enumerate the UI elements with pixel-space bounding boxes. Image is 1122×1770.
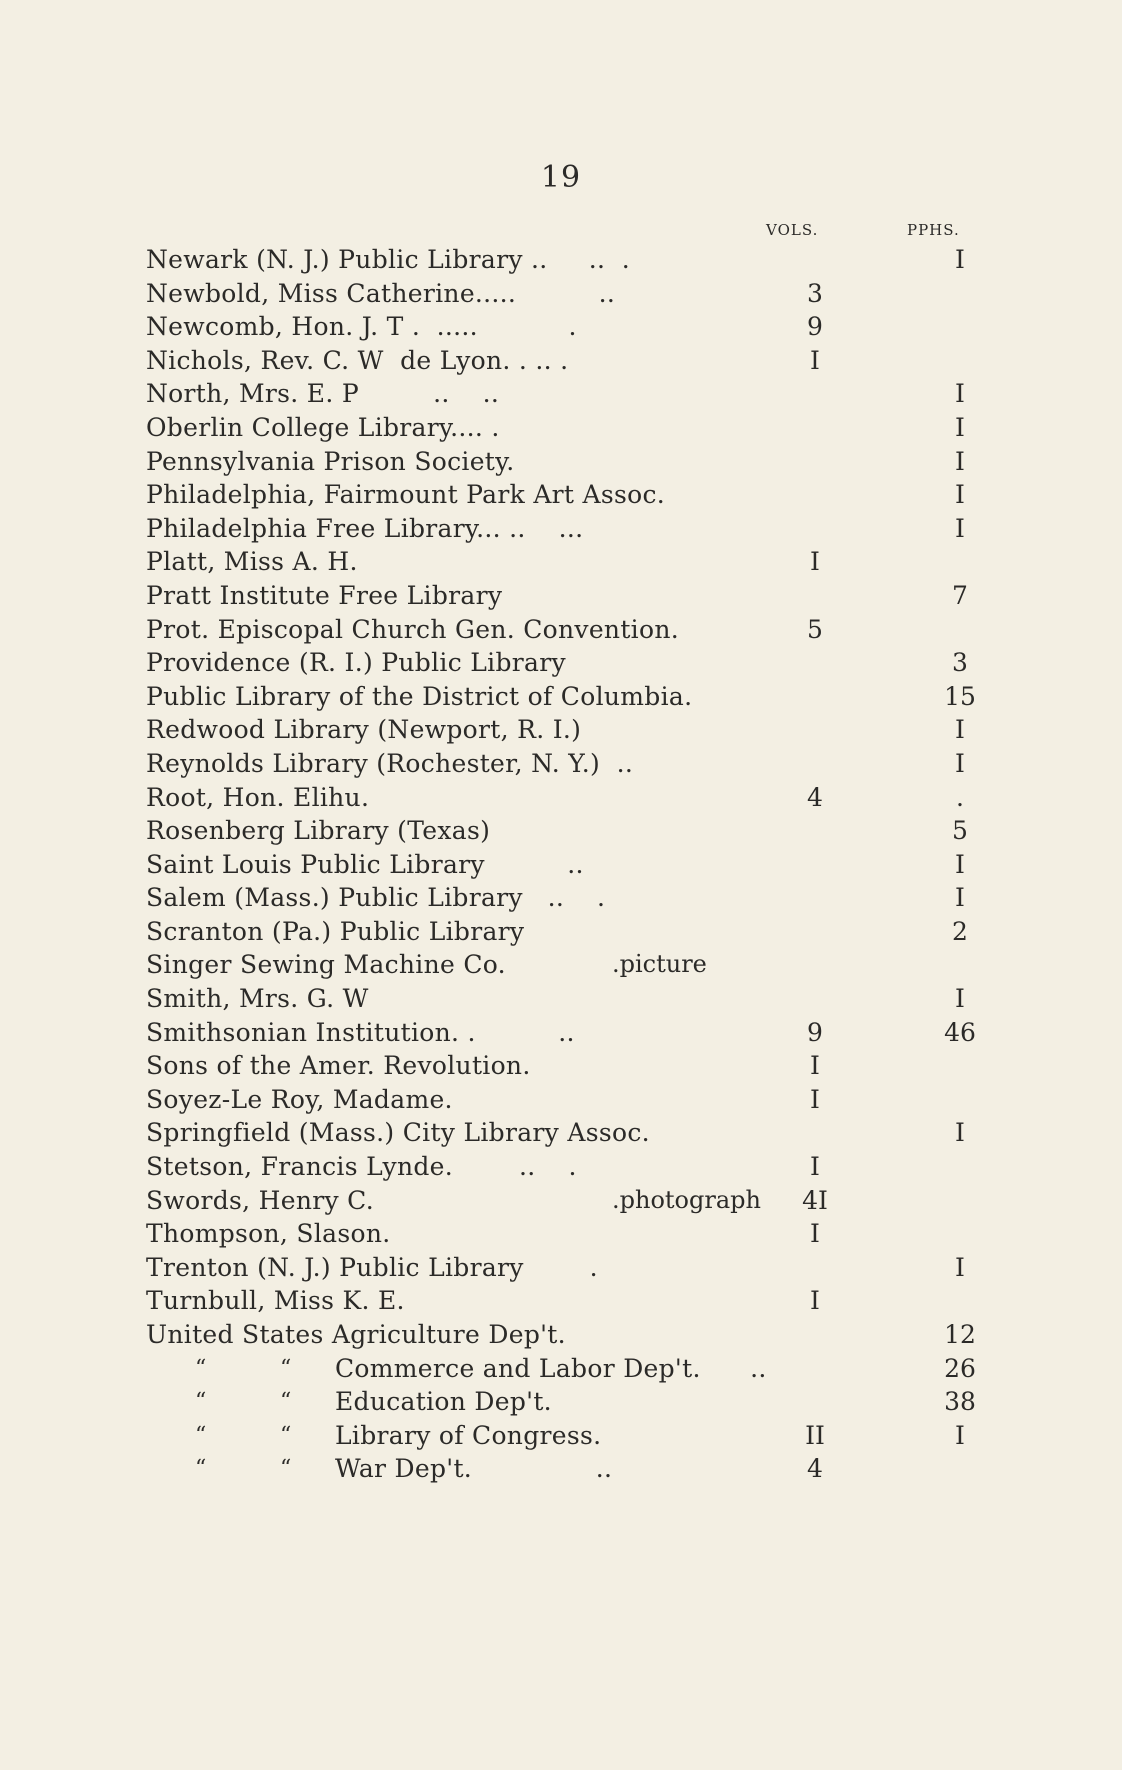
entry-name: Smithsonian Institution. . .. xyxy=(146,1017,575,1047)
entry-name: Commerce and Labor Dep't. .. xyxy=(335,1353,767,1383)
ditto-mark: “ xyxy=(195,1456,207,1482)
list-item xyxy=(0,1251,1122,1285)
list-item xyxy=(0,915,1122,949)
list-item xyxy=(0,646,1122,680)
list-item xyxy=(0,747,1122,781)
list-item xyxy=(0,1150,1122,1184)
entry-pphs: I xyxy=(955,480,965,510)
entry-name: Trenton (N. J.) Public Library . xyxy=(146,1252,598,1282)
entry-name: Philadelphia Free Library... .. ... xyxy=(146,513,584,543)
entry-name: Platt, Miss A. H. xyxy=(146,547,358,577)
entry-name: Saint Louis Public Library .. xyxy=(146,849,584,879)
list-item xyxy=(0,377,1122,411)
entry-name: Rosenberg Library (Texas) xyxy=(146,816,491,846)
entry-pphs: I xyxy=(955,379,965,409)
sub-list-item xyxy=(0,1352,1122,1386)
list-item xyxy=(0,814,1122,848)
entry-name: Public Library of the District of Columbia. xyxy=(146,681,693,711)
entry-name: Pratt Institute Free Library xyxy=(146,580,503,610)
entry-pphs: 2 xyxy=(952,916,968,946)
entry-name: Pennsylvania Prison Society. xyxy=(146,446,515,476)
entry-vols: I xyxy=(810,1152,820,1182)
ditto-mark: “ xyxy=(280,1355,292,1381)
ditto-mark: “ xyxy=(280,1389,292,1415)
entry-pphs: 7 xyxy=(952,580,968,610)
list-item xyxy=(0,781,1122,815)
entry-pphs: I xyxy=(955,513,965,543)
list-item xyxy=(0,1016,1122,1050)
list-item xyxy=(0,411,1122,445)
entry-name: North, Mrs. E. P .. .. xyxy=(146,379,500,409)
entry-name: United States Agriculture Dep't. xyxy=(146,1320,566,1349)
list-item xyxy=(0,1049,1122,1083)
ditto-mark: “ xyxy=(280,1456,292,1482)
list-item xyxy=(0,478,1122,512)
sub-list-item xyxy=(0,1385,1122,1419)
entry-name: Philadelphia, Fairmount Park Art Assoc. xyxy=(146,480,666,510)
entry-name: Reynolds Library (Rochester, N. Y.) .. xyxy=(146,748,634,778)
list-item xyxy=(0,1184,1122,1218)
entry-vols: 3 xyxy=(807,278,823,308)
entry-name: Library of Congress. xyxy=(335,1420,602,1450)
entry-name: Prot. Episcopal Church Gen. Convention. xyxy=(146,614,679,644)
list-item xyxy=(0,277,1122,311)
list-item xyxy=(0,982,1122,1016)
entry-vols: 4 xyxy=(807,782,823,812)
page-number: 19 xyxy=(540,160,582,195)
entry-pphs: 46 xyxy=(944,1017,976,1047)
entry-note: .photograph xyxy=(612,1185,761,1214)
entry-name: Oberlin College Library.... . xyxy=(146,412,500,442)
entry-note: .picture xyxy=(612,950,707,979)
entry-name: Sons of the Amer. Revolution. xyxy=(146,1051,531,1081)
list-item xyxy=(0,1284,1122,1318)
entry-name: Salem (Mass.) Public Library .. . xyxy=(146,883,606,913)
list-item xyxy=(0,1318,1122,1352)
entry-vols: I xyxy=(810,1286,820,1316)
entry-pphs: I xyxy=(955,1118,965,1148)
entry-pphs: I xyxy=(955,984,965,1014)
entry-name: Root, Hon. Elihu. xyxy=(146,782,370,812)
entry-name: Turnbull, Miss K. E. xyxy=(146,1286,405,1316)
list-item xyxy=(0,948,1122,982)
entry-vols: 9 xyxy=(807,312,823,342)
ditto-mark: “ xyxy=(195,1389,207,1415)
list-item xyxy=(0,1217,1122,1251)
ditto-mark: “ xyxy=(280,1422,292,1448)
list-item xyxy=(0,848,1122,882)
entry-vols: 9 xyxy=(807,1017,823,1047)
entry-vols: I xyxy=(810,1219,820,1249)
entry-name: Providence (R. I.) Public Library xyxy=(146,648,566,678)
list-item xyxy=(0,613,1122,647)
entry-vols: I xyxy=(810,345,820,375)
entry-pphs: 26 xyxy=(944,1353,976,1383)
entry-pphs: 12 xyxy=(944,1320,976,1349)
entry-name: Springfield (Mass.) City Library Assoc. xyxy=(146,1118,650,1148)
entry-pphs: 38 xyxy=(944,1387,976,1417)
entry-name: Newcomb, Hon. J. T . ..... . xyxy=(146,312,577,342)
entry-vols: I xyxy=(810,547,820,577)
entry-pphs: I xyxy=(955,715,965,745)
entry-name: War Dep't. .. xyxy=(335,1454,613,1484)
entry-name: Newbold, Miss Catherine..... .. xyxy=(146,278,616,308)
entry-name: Education Dep't. xyxy=(335,1387,552,1417)
entry-pphs: I xyxy=(955,748,965,778)
list-item xyxy=(0,579,1122,613)
entry-pphs: I xyxy=(955,849,965,879)
entry-pphs: I xyxy=(955,1252,965,1282)
entry-name: Redwood Library (Newport, R. I.) xyxy=(146,715,582,745)
list-item xyxy=(0,344,1122,378)
entry-vols: I xyxy=(810,1084,820,1114)
entry-pphs: . xyxy=(956,782,964,812)
vols-column-header: VOLS. xyxy=(766,221,819,239)
entry-vols: I xyxy=(810,1051,820,1081)
entry-vols: 5 xyxy=(807,614,823,644)
list-item xyxy=(0,713,1122,747)
list-item xyxy=(0,1116,1122,1150)
entry-name: Nichols, Rev. C. W de Lyon. . .. . xyxy=(146,345,569,375)
entry-name: Thompson, Slason. xyxy=(146,1219,391,1249)
sub-list-item xyxy=(0,1452,1122,1486)
entry-vols: II xyxy=(805,1420,825,1450)
entry-name: Smith, Mrs. G. W xyxy=(146,984,369,1014)
donor-list xyxy=(0,243,1122,1486)
list-item xyxy=(0,310,1122,344)
list-item xyxy=(0,445,1122,479)
entry-name: Soyez-Le Roy, Madame. xyxy=(146,1084,453,1114)
ditto-mark: “ xyxy=(195,1355,207,1381)
entry-name: Swords, Henry C. xyxy=(146,1185,374,1215)
entry-pphs: I xyxy=(955,446,965,476)
entry-pphs: I xyxy=(955,883,965,913)
list-item xyxy=(0,512,1122,546)
entry-pphs: I xyxy=(955,245,965,274)
entry-pphs: I xyxy=(955,1420,965,1450)
list-item xyxy=(0,243,1122,277)
entry-name: Singer Sewing Machine Co. xyxy=(146,950,506,980)
pphs-column-header: PPHS. xyxy=(907,221,960,239)
entry-vols: 4 xyxy=(807,1454,823,1484)
list-item xyxy=(0,545,1122,579)
entry-vols: 4I xyxy=(802,1185,828,1215)
entry-pphs: 5 xyxy=(952,816,968,846)
ditto-mark: “ xyxy=(195,1422,207,1448)
list-item xyxy=(0,680,1122,714)
entry-name: Stetson, Francis Lynde. .. . xyxy=(146,1152,577,1182)
sub-list-item xyxy=(0,1419,1122,1453)
entry-pphs: 15 xyxy=(944,681,976,711)
entry-name: Newark (N. J.) Public Library .. .. . xyxy=(146,245,630,274)
list-item xyxy=(0,1083,1122,1117)
entry-pphs: I xyxy=(955,412,965,442)
list-item xyxy=(0,881,1122,915)
entry-name: Scranton (Pa.) Public Library xyxy=(146,916,525,946)
entry-pphs: 3 xyxy=(952,648,968,678)
